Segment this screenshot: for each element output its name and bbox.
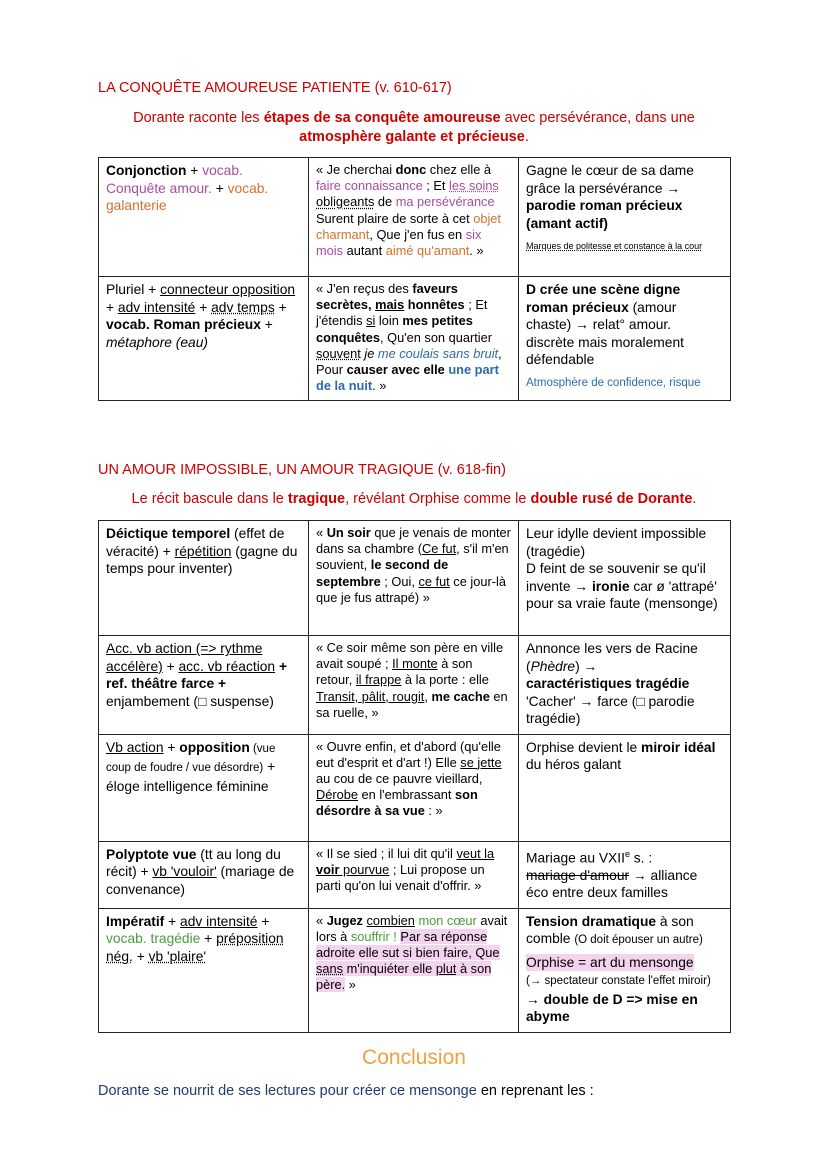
cell-procedes: Vb action + opposition (vue coup de foudre / vue désordre) + éloge intelligence féminine bbox=[99, 734, 309, 841]
cell-procedes: Pluriel + connecteur opposition + adv intensité + adv temps + vocab. Roman précieux + métaphore (eau) bbox=[99, 277, 309, 401]
cell-interpretation: Gagne le cœur de sa dame grâce la persévérance → parodie roman précieux (amant actif) Marques de politesse et constance à la cour bbox=[519, 158, 731, 277]
table-row bbox=[99, 158, 731, 277]
cell-interpretation: D crée une scène digne roman précieux (amour chaste) → relat° amour. discrète mais moralement défendable Atmosphère de confidence, risque bbox=[519, 277, 731, 401]
conclusion-title: Conclusion bbox=[362, 1046, 466, 1069]
table-row bbox=[99, 908, 731, 1032]
cell-citation: « J'en reçus des faveurs secrètes, mais honnêtes ; Et j'étendis si loin mes petites conquêtes, Qu'en son quartier souvent je me coulais sans bruit, Pour causer avec elle une part de la nuit. » bbox=[309, 277, 519, 401]
conclusion-text: Dorante se nourrit de ses lectures pour créer ce mensonge en reprenant les : bbox=[98, 1083, 594, 1099]
cell-citation: « Jugez combien mon cœur avait lors à souffrir ! Par sa réponse adroite elle sut si bien faire, Que sans m'inquiéter elle plut à son père. » bbox=[309, 908, 519, 1032]
cell-interpretation: Mariage au VXIIe s. : mariage d'amour → alliance éco entre deux familles bbox=[519, 841, 731, 908]
cell-citation: « Je cherchai donc chez elle à faire connaissance ; Et les soins obligeants de ma persévérance Surent plaire de sorte à cet objet charmant, Que j'en fus en six mois autant aimé qu'amant. » bbox=[309, 158, 519, 277]
table-row bbox=[99, 841, 731, 908]
cell-procedes: Acc. vb action (=> rythme accélère) + acc. vb réaction + ref. théâtre farce + enjambement (□ suspense) bbox=[99, 636, 309, 735]
section2-intro: Le récit bascule dans le tragique, révélant Orphise comme le double rusé de Dorante. bbox=[131, 491, 697, 507]
cell-interpretation: Orphise devient le miroir idéal du héros galant bbox=[519, 734, 731, 841]
cell-interpretation: Annonce les vers de Racine (Phèdre) → caractéristiques tragédie 'Cacher' → farce (□ parodie tragédie) bbox=[519, 636, 731, 735]
cell-procedes: Impératif + adv intensité + vocab. tragédie + préposition nég. + vb 'plaire' bbox=[99, 908, 309, 1032]
section1-title: LA CONQUÊTE AMOUREUSE PATIENTE (v. 610-617) bbox=[98, 80, 452, 96]
cell-citation: « Ouvre enfin, et d'abord (qu'elle eut d'esprit et d'art !) Elle se jette au cou de ce pauvre vieillard, Dérobe en l'embrassant son désordre à sa vue : » bbox=[309, 734, 519, 841]
table-conquete bbox=[98, 157, 731, 401]
table-row bbox=[99, 636, 731, 735]
cell-interpretation: Tension dramatique à son comble (O doit épouser un autre) Orphise = art du mensonge (→ spectateur constate l'effet miroir) → double de D => mise en abyme bbox=[519, 908, 731, 1032]
table-row bbox=[99, 734, 731, 841]
section2-title: UN AMOUR IMPOSSIBLE, UN AMOUR TRAGIQUE (v. 618-fin) bbox=[98, 462, 506, 478]
cell-interpretation: Leur idylle devient impossible (tragédie) D feint de se souvenir se qu'il invente → ironie car ø 'attrapé' pour sa vraie faute (mensonge) bbox=[519, 521, 731, 636]
table-row bbox=[99, 277, 731, 401]
cell-citation: « Un soir que je venais de monter dans sa chambre (Ce fut, s'il m'en souvient, le second de septembre ; Oui, ce fut ce jour-là que je fus attrapé) » bbox=[309, 521, 519, 636]
cell-procedes: Polyptote vue (tt au long du récit) + vb 'vouloir' (mariage de convenance) bbox=[99, 841, 309, 908]
cell-procedes: Conjonction + vocab. Conquête amour. + vocab. galanterie bbox=[99, 158, 309, 277]
table-tragique bbox=[98, 520, 731, 1033]
section1-intro: Dorante raconte les étapes de sa conquête amoureuse avec persévérance, dans une atmosphère galante et précieuse. bbox=[133, 110, 695, 145]
cell-citation: « Il se sied ; il lui dit qu'il veut la voir pourvue ; Lui propose un parti qu'on lui venait d'offrir. » bbox=[309, 841, 519, 908]
cell-procedes: Déictique temporel (effet de véracité) + répétition (gagne du temps pour inventer) bbox=[99, 521, 309, 636]
cell-citation: « Ce soir même son père en ville avait soupé ; Il monte à son retour, il frappe à la porte : elle Transit, pâlit, rougit, me cache en sa ruelle, » bbox=[309, 636, 519, 735]
table-row bbox=[99, 521, 731, 636]
